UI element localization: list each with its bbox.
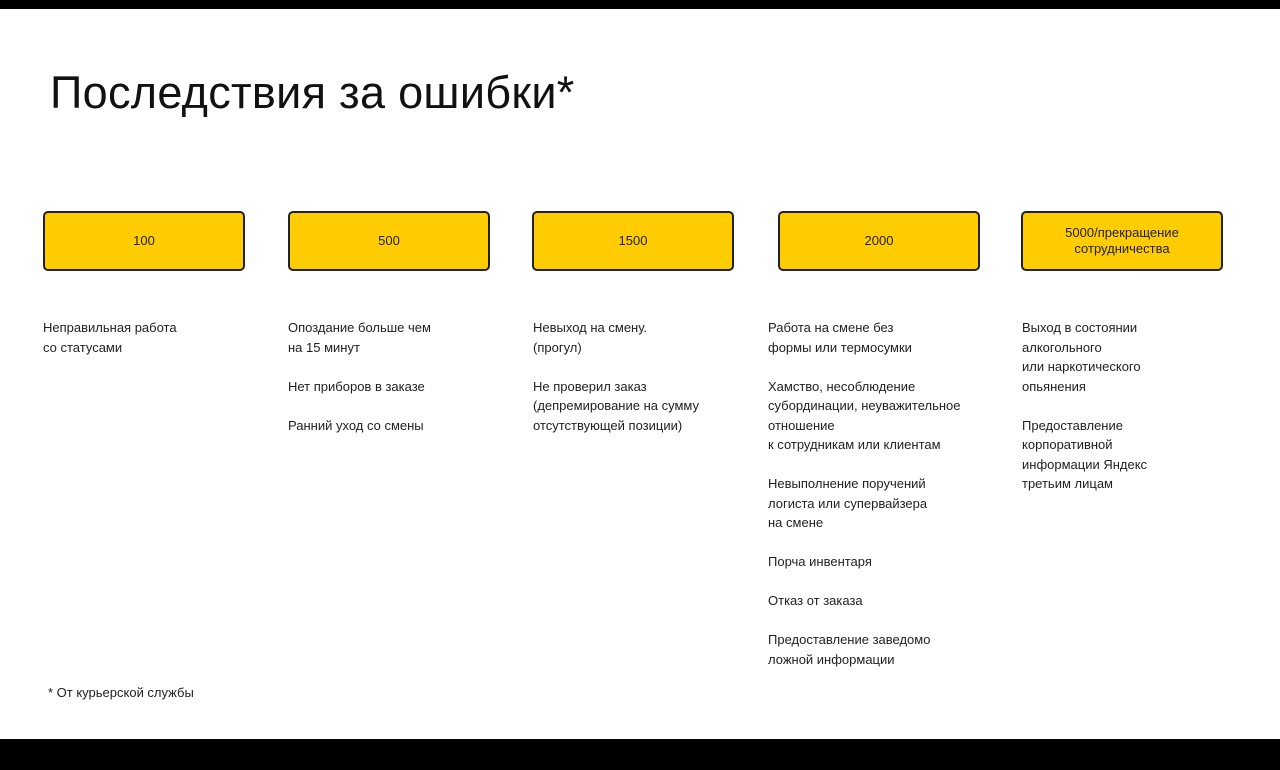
tier-label: 2000	[864, 232, 894, 248]
list-item: Невыход на смену. (прогул)	[533, 320, 648, 355]
list-item: Хамство, несоблюдение субординации, неуважительное отношение к сотрудникам или клиентам	[768, 378, 961, 452]
tier-label: 100	[133, 232, 155, 248]
tier-label: 500	[378, 232, 400, 248]
tier-column-5000	[1022, 318, 1262, 513]
list-item: Неправильная работа со статусами	[43, 320, 177, 355]
tier-label: 5000/прекращение сотрудничества	[1065, 224, 1179, 256]
list-item: Отказ от заказа	[768, 593, 863, 608]
tier-box-5000	[1021, 211, 1223, 271]
list-item: Опоздание больше чем на 15 минут	[288, 320, 431, 355]
tier-box-1500	[532, 211, 734, 271]
list-item: Предоставление корпоративной информации Яндекс третьим лицам	[1022, 417, 1148, 491]
list-item: Работа на смене без формы или термосумки	[768, 320, 912, 355]
list-item: Невыполнение поручений логиста или супервайзера на смене	[768, 476, 928, 530]
tier-box-2000	[778, 211, 980, 271]
tier-box-500	[288, 211, 490, 271]
tier-column-2000	[768, 318, 1008, 689]
list-item: Предоставление заведомо ложной информации	[768, 632, 931, 667]
tier-column-100	[43, 318, 283, 377]
list-item: Не проверил заказ (депремирование на сумму отсутствующей позиции)	[533, 378, 699, 433]
list-item: Выход в состоянии алкогольного или наркотического опьянения	[1022, 320, 1141, 394]
tier-label: 1500	[618, 232, 648, 248]
tier-column-1500	[533, 318, 773, 455]
tier-column-500	[288, 318, 528, 455]
tier-box-100	[43, 211, 245, 271]
list-item: Порча инвентаря	[768, 554, 872, 569]
page-title: Последствия за ошибки*	[50, 67, 575, 118]
list-item: Ранний уход со смены	[288, 417, 424, 433]
slide	[0, 9, 1280, 739]
footnote: * От курьерской службы	[48, 685, 194, 700]
list-item: Нет приборов в заказе	[288, 378, 425, 394]
